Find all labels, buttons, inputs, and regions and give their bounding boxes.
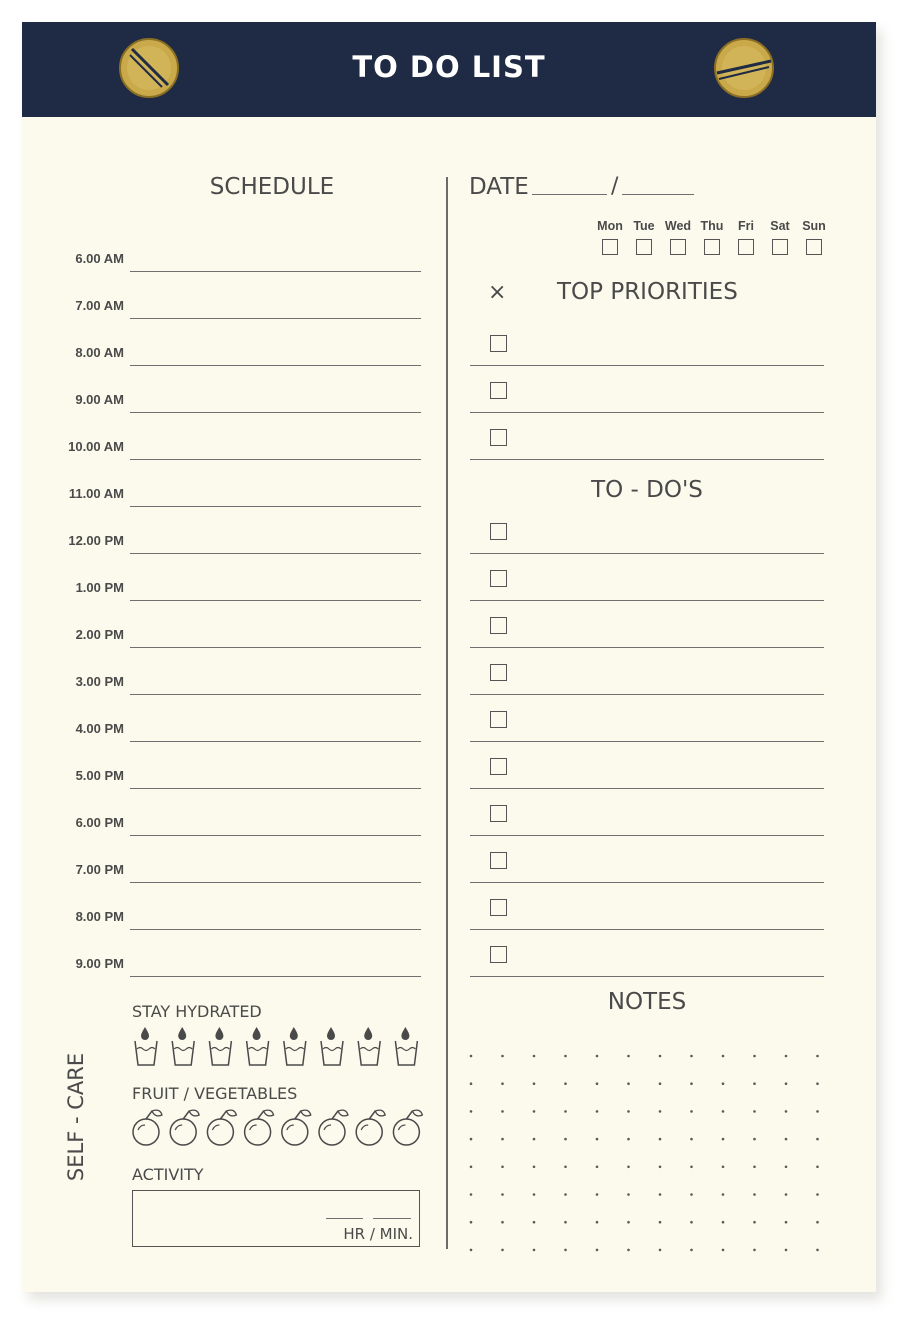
grid-dot xyxy=(816,1193,819,1196)
schedule-row[interactable] xyxy=(22,554,422,601)
activity-label: ACTIVITY xyxy=(132,1165,204,1184)
schedule-time-label: 7.00 PM xyxy=(75,862,124,877)
weekday-checkbox[interactable] xyxy=(772,239,788,255)
weekday-label: Fri xyxy=(738,219,754,233)
grid-dot xyxy=(470,1193,473,1196)
weekday-checkbox[interactable] xyxy=(602,239,618,255)
weekday-checkbox[interactable] xyxy=(806,239,822,255)
date-label: DATE xyxy=(469,174,529,200)
grid-dot xyxy=(753,1166,756,1169)
grid-dot xyxy=(533,1249,536,1252)
grid-dot xyxy=(659,1082,662,1085)
grid-dot xyxy=(785,1110,788,1113)
apple-icon[interactable] xyxy=(170,1110,199,1145)
grid-dot xyxy=(753,1110,756,1113)
grid-dot xyxy=(501,1055,504,1058)
grid-dot xyxy=(501,1249,504,1252)
grid-dot xyxy=(564,1082,567,1085)
grid-dot xyxy=(501,1166,504,1169)
grid-dot xyxy=(501,1082,504,1085)
checkbox[interactable] xyxy=(490,664,507,681)
schedule-time-label: 8.00 AM xyxy=(75,345,124,360)
grid-dot xyxy=(564,1166,567,1169)
water-glass-icon[interactable] xyxy=(209,1027,231,1065)
grid-dot xyxy=(753,1055,756,1058)
todo-item[interactable] xyxy=(470,695,824,742)
column-divider xyxy=(446,177,448,1249)
grid-dot xyxy=(722,1082,725,1085)
schedule-time-label: 6.00 AM xyxy=(75,251,124,266)
schedule-row[interactable] xyxy=(22,225,422,272)
grid-dot xyxy=(785,1221,788,1224)
grid-dot xyxy=(596,1166,599,1169)
schedule-row[interactable] xyxy=(22,789,422,836)
write-line[interactable] xyxy=(470,976,824,977)
schedule-time-label: 2.00 PM xyxy=(75,627,124,642)
grid-dot xyxy=(627,1221,630,1224)
self-care-label: SELF - CARE xyxy=(64,1052,88,1182)
weekday-label: Thu xyxy=(700,219,724,233)
schedule-row[interactable] xyxy=(22,836,422,883)
grid-dot xyxy=(627,1193,630,1196)
apple-icon[interactable] xyxy=(393,1110,422,1145)
grid-dot xyxy=(690,1193,693,1196)
schedule-time-label: 1.00 PM xyxy=(75,580,124,595)
schedule-row[interactable] xyxy=(22,272,422,319)
weekday-sat[interactable] xyxy=(763,219,797,255)
schedule-time-label: 5.00 PM xyxy=(75,768,124,783)
activity-field[interactable] xyxy=(132,1190,420,1247)
weekday-tue[interactable] xyxy=(627,219,661,255)
grid-dot xyxy=(564,1138,567,1141)
weekday-checkbox[interactable] xyxy=(636,239,652,255)
apple-icon[interactable] xyxy=(356,1110,385,1145)
grid-dot xyxy=(596,1082,599,1085)
schedule-row[interactable] xyxy=(22,883,422,930)
grid-dot xyxy=(753,1138,756,1141)
priority-item[interactable] xyxy=(470,366,824,413)
schedule-heading: SCHEDULE xyxy=(209,174,335,200)
weekday-mon[interactable] xyxy=(593,219,627,255)
grid-dot xyxy=(690,1166,693,1169)
notes-dot-grid[interactable] xyxy=(468,1053,828,1253)
grid-dot xyxy=(753,1221,756,1224)
date-field-month[interactable] xyxy=(532,194,607,195)
top-priorities-heading: TOP PRIORITIES xyxy=(557,279,738,305)
grid-dot xyxy=(785,1193,788,1196)
grid-dot xyxy=(533,1082,536,1085)
grid-dot xyxy=(501,1221,504,1224)
grid-dot xyxy=(627,1055,630,1058)
grid-dot xyxy=(659,1166,662,1169)
weekday-label: Wed xyxy=(664,219,692,233)
priority-item[interactable] xyxy=(470,319,824,366)
water-glass-icon[interactable] xyxy=(395,1027,417,1065)
grid-dot xyxy=(470,1055,473,1058)
stay-hydrated-label: STAY HYDRATED xyxy=(132,1002,262,1021)
apple-icon[interactable] xyxy=(207,1110,236,1145)
water-glass-icon[interactable] xyxy=(172,1027,194,1065)
write-line[interactable] xyxy=(470,459,824,460)
weekday-label: Mon xyxy=(597,219,623,233)
apple-icon[interactable] xyxy=(245,1110,274,1145)
grid-dot xyxy=(533,1193,536,1196)
weekday-label: Tue xyxy=(633,219,655,233)
grid-dot xyxy=(722,1166,725,1169)
grid-dot xyxy=(501,1110,504,1113)
weekday-sun[interactable] xyxy=(797,219,831,255)
weekday-wed[interactable] xyxy=(661,219,695,255)
schedule-write-line[interactable] xyxy=(130,976,421,977)
schedule-time-label: 10.00 AM xyxy=(68,439,124,454)
date-separator: / xyxy=(611,174,619,199)
grid-dot xyxy=(690,1055,693,1058)
grid-dot xyxy=(501,1138,504,1141)
checkbox[interactable] xyxy=(490,711,507,728)
schedule-row[interactable] xyxy=(22,601,422,648)
grid-dot xyxy=(470,1221,473,1224)
todo-item[interactable] xyxy=(470,507,824,554)
schedule-time-label: 9.00 AM xyxy=(75,392,124,407)
schedule-row[interactable] xyxy=(22,460,422,507)
todo-item[interactable] xyxy=(470,742,824,789)
grid-dot xyxy=(753,1082,756,1085)
todo-item[interactable] xyxy=(470,836,824,883)
schedule-row[interactable] xyxy=(22,695,422,742)
grid-dot xyxy=(722,1110,725,1113)
water-glass-icon[interactable] xyxy=(358,1027,380,1065)
header-band xyxy=(22,22,876,117)
weekday-label: Sat xyxy=(770,219,790,233)
weekday-checkbox[interactable] xyxy=(704,239,720,255)
schedule-row[interactable] xyxy=(22,319,422,366)
grid-dot xyxy=(564,1193,567,1196)
schedule-time-label: 9.00 PM xyxy=(75,956,124,971)
grid-dot xyxy=(816,1166,819,1169)
schedule-time-label: 3.00 PM xyxy=(75,674,124,689)
fruit-tracker xyxy=(130,1106,426,1148)
schedule-time-label: 4.00 PM xyxy=(75,721,124,736)
grid-dot xyxy=(627,1166,630,1169)
todo-item[interactable] xyxy=(470,789,824,836)
hr-min-label: HR / MIN. xyxy=(343,1225,413,1243)
grid-dot xyxy=(690,1138,693,1141)
checkbox[interactable] xyxy=(490,852,507,869)
grid-dot xyxy=(785,1166,788,1169)
priority-item[interactable] xyxy=(470,413,824,460)
grid-dot xyxy=(470,1138,473,1141)
checkbox[interactable] xyxy=(490,382,507,399)
minutes-line xyxy=(373,1218,411,1219)
apple-icon[interactable] xyxy=(282,1110,311,1145)
grid-dot xyxy=(596,1055,599,1058)
schedule-row[interactable] xyxy=(22,648,422,695)
grid-dot xyxy=(659,1193,662,1196)
grid-dot xyxy=(659,1138,662,1141)
grid-dot xyxy=(690,1110,693,1113)
grid-dot xyxy=(690,1221,693,1224)
checkbox[interactable] xyxy=(490,617,507,634)
grid-dot xyxy=(533,1166,536,1169)
water-glass-icon[interactable] xyxy=(135,1027,157,1065)
grid-dot xyxy=(564,1249,567,1252)
todos-heading: TO - DO'S xyxy=(591,477,703,503)
grid-dot xyxy=(564,1055,567,1058)
grid-dot xyxy=(470,1166,473,1169)
checkbox[interactable] xyxy=(490,899,507,916)
grid-dot xyxy=(785,1249,788,1252)
todo-item[interactable] xyxy=(470,601,824,648)
schedule-time-label: 8.00 PM xyxy=(75,909,124,924)
grid-dot xyxy=(501,1193,504,1196)
grid-dot xyxy=(659,1055,662,1058)
water-glass-icon[interactable] xyxy=(284,1027,306,1065)
hours-line xyxy=(326,1218,363,1219)
grid-dot xyxy=(533,1110,536,1113)
weekday-checkbox[interactable] xyxy=(670,239,686,255)
weekday-fri[interactable] xyxy=(729,219,763,255)
notes-heading: NOTES xyxy=(607,989,687,1015)
grid-dot xyxy=(785,1138,788,1141)
schedule-time-label: 7.00 AM xyxy=(75,298,124,313)
checkbox[interactable] xyxy=(490,570,507,587)
grid-dot xyxy=(753,1193,756,1196)
todo-item[interactable] xyxy=(470,930,824,977)
fruit-vegetables-label: FRUIT / VEGETABLES xyxy=(132,1084,298,1103)
schedule-row[interactable] xyxy=(22,930,422,977)
grid-dot xyxy=(690,1082,693,1085)
water-tracker xyxy=(130,1025,426,1067)
grid-dot xyxy=(564,1110,567,1113)
grid-dot xyxy=(596,1221,599,1224)
screw-icon xyxy=(713,37,775,99)
grid-dot xyxy=(722,1221,725,1224)
checkbox[interactable] xyxy=(490,805,507,822)
grid-dot xyxy=(816,1221,819,1224)
grid-dot xyxy=(659,1249,662,1252)
grid-dot xyxy=(690,1249,693,1252)
todo-item[interactable] xyxy=(470,883,824,930)
grid-dot xyxy=(659,1221,662,1224)
grid-dot xyxy=(816,1082,819,1085)
todo-list-sheet xyxy=(22,22,876,1292)
grid-dot xyxy=(627,1082,630,1085)
weekday-checkbox[interactable] xyxy=(738,239,754,255)
close-icon: × xyxy=(488,280,507,305)
schedule-row[interactable] xyxy=(22,413,422,460)
apple-icon[interactable] xyxy=(133,1110,162,1145)
grid-dot xyxy=(533,1221,536,1224)
grid-dot xyxy=(785,1082,788,1085)
apple-icon[interactable] xyxy=(319,1110,348,1145)
water-glass-icon[interactable] xyxy=(321,1027,343,1065)
grid-dot xyxy=(596,1110,599,1113)
grid-dot xyxy=(596,1138,599,1141)
todo-item[interactable] xyxy=(470,554,824,601)
grid-dot xyxy=(816,1110,819,1113)
grid-dot xyxy=(564,1221,567,1224)
grid-dot xyxy=(596,1193,599,1196)
checkbox[interactable] xyxy=(490,523,507,540)
page-title: TO DO LIST xyxy=(352,50,546,84)
grid-dot xyxy=(470,1249,473,1252)
date-field-day[interactable] xyxy=(622,194,694,195)
grid-dot xyxy=(785,1055,788,1058)
grid-dot xyxy=(722,1138,725,1141)
grid-dot xyxy=(470,1082,473,1085)
grid-dot xyxy=(722,1249,725,1252)
schedule-time-label: 12.00 PM xyxy=(68,533,124,548)
water-glass-icon[interactable] xyxy=(247,1027,269,1065)
grid-dot xyxy=(753,1249,756,1252)
grid-dot xyxy=(533,1055,536,1058)
grid-dot xyxy=(627,1110,630,1113)
grid-dot xyxy=(533,1138,536,1141)
schedule-time-label: 11.00 AM xyxy=(68,486,124,501)
grid-dot xyxy=(722,1193,725,1196)
weekday-label: Sun xyxy=(802,219,826,233)
schedule-time-label: 6.00 PM xyxy=(75,815,124,830)
checkbox[interactable] xyxy=(490,946,507,963)
grid-dot xyxy=(816,1138,819,1141)
checkbox[interactable] xyxy=(490,335,507,352)
checkbox[interactable] xyxy=(490,758,507,775)
grid-dot xyxy=(816,1055,819,1058)
schedule-row[interactable] xyxy=(22,742,422,789)
grid-dot xyxy=(627,1138,630,1141)
schedule-row[interactable] xyxy=(22,507,422,554)
grid-dot xyxy=(596,1249,599,1252)
schedule-row[interactable] xyxy=(22,366,422,413)
checkbox[interactable] xyxy=(490,429,507,446)
weekday-thu[interactable] xyxy=(695,219,729,255)
grid-dot xyxy=(816,1249,819,1252)
grid-dot xyxy=(722,1055,725,1058)
grid-dot xyxy=(659,1110,662,1113)
grid-dot xyxy=(470,1110,473,1113)
grid-dot xyxy=(627,1249,630,1252)
todo-item[interactable] xyxy=(470,648,824,695)
